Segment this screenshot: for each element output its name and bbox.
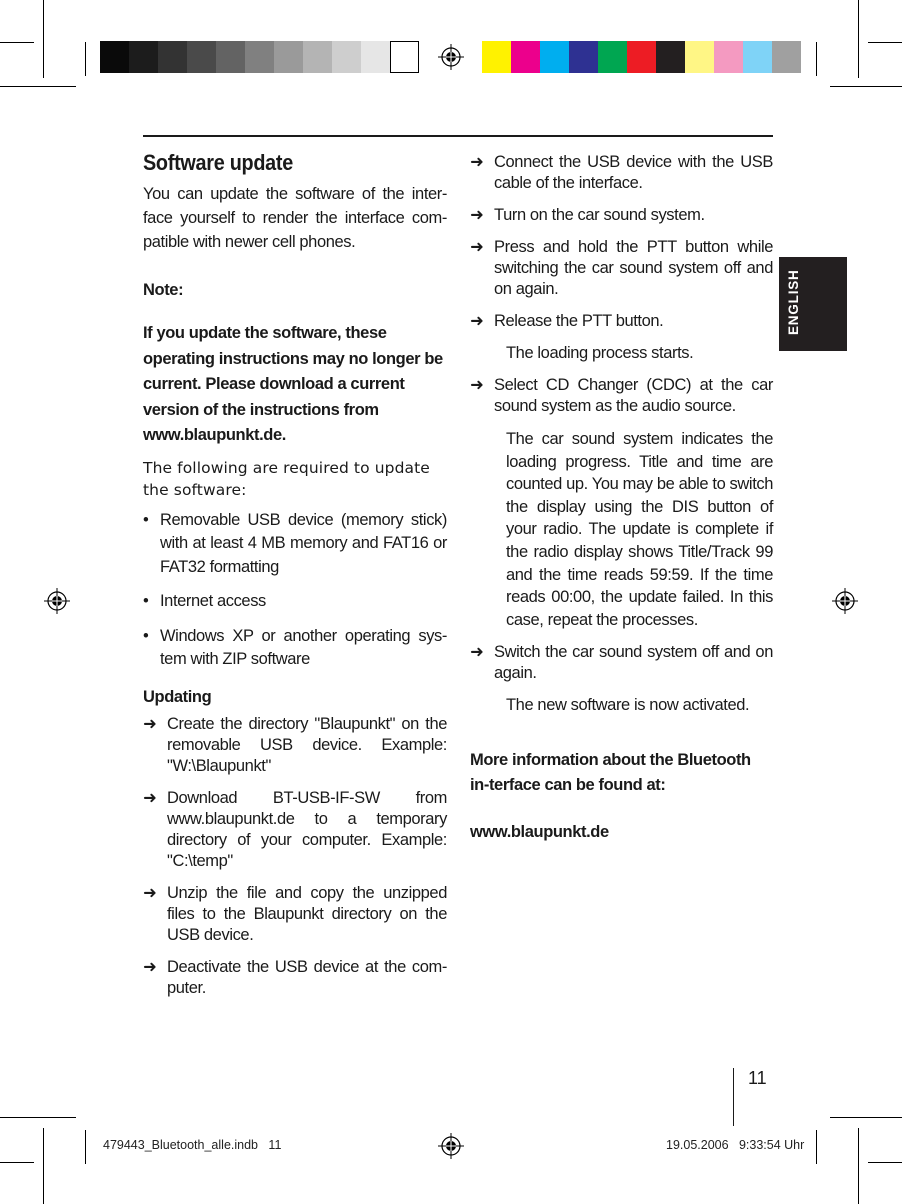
color-swatch bbox=[743, 41, 772, 73]
crop-mark bbox=[830, 86, 902, 87]
crop-mark bbox=[85, 42, 86, 76]
footer-timestamp: 19.05.2006 9:33:54 Uhr bbox=[666, 1138, 805, 1152]
page-number-rule bbox=[733, 1068, 734, 1126]
crop-mark bbox=[858, 1128, 859, 1204]
crop-mark bbox=[85, 1130, 86, 1164]
crop-mark bbox=[830, 1117, 902, 1118]
color-swatch bbox=[511, 41, 540, 73]
list-item: ➜ Unzip the file and copy the unzipped files to the Blaupunkt directory on the USB device. bbox=[143, 883, 447, 944]
arrow-icon: ➜ bbox=[470, 238, 484, 256]
arrow-icon: ➜ bbox=[470, 376, 484, 394]
list-item: • Removable USB device (memory stick) with at least 4 MB memory and FAT16 or FAT32 formatting bbox=[143, 510, 447, 576]
list-item: ➜ Switch the car sound system off and on again. bbox=[470, 643, 773, 683]
crop-mark bbox=[0, 86, 76, 87]
color-swatch bbox=[390, 41, 419, 73]
registration-mark-icon bbox=[44, 588, 70, 614]
page-title: Software update bbox=[143, 150, 293, 175]
color-swatch bbox=[216, 41, 245, 73]
registration-mark-icon bbox=[832, 588, 858, 614]
arrow-icon: ➜ bbox=[470, 153, 484, 171]
crop-mark bbox=[0, 1117, 76, 1118]
step-result: The car sound system indicates the loading progress. Title and time are counted up. You may be able to switch the display using the DIS button of your radio. The update is complete if the radio display shows Title/Track 99 and the time reads 59:59. If the time reads 00:00, the update failed. In this case, repeat the processes. bbox=[506, 430, 773, 629]
crop-mark bbox=[868, 1162, 902, 1163]
crop-mark bbox=[0, 1162, 34, 1163]
color-swatch bbox=[627, 41, 656, 73]
color-swatch bbox=[100, 41, 129, 73]
registration-mark-icon bbox=[438, 44, 464, 70]
page-number: 11 bbox=[748, 1068, 767, 1088]
left-column bbox=[143, 150, 447, 999]
color-swatch bbox=[274, 41, 303, 73]
arrow-icon: ➜ bbox=[143, 714, 157, 733]
crop-mark bbox=[43, 0, 44, 78]
crop-mark bbox=[0, 42, 34, 43]
color-swatch bbox=[569, 41, 598, 73]
list-item: • Internet access bbox=[143, 592, 266, 610]
registration-mark-icon bbox=[438, 1133, 464, 1159]
list-item: ➜ Connect the USB device with the USB cable of the interface. bbox=[470, 153, 773, 192]
note-label: Note: bbox=[143, 281, 184, 299]
step-result: The loading process starts. bbox=[506, 344, 694, 362]
color-swatch bbox=[129, 41, 158, 73]
arrow-icon: ➜ bbox=[470, 643, 484, 662]
color-swatch bbox=[158, 41, 187, 73]
website-link[interactable]: www.blaupunkt.de bbox=[470, 823, 609, 842]
intro-paragraph: You can update the software of the inter-face yourself to render the interface com-patible with newer cell phones. bbox=[143, 185, 447, 251]
arrow-icon: ➜ bbox=[470, 312, 484, 330]
updating-steps bbox=[143, 714, 447, 999]
requirements-list bbox=[143, 509, 447, 672]
arrow-icon: ➜ bbox=[470, 206, 484, 224]
color-swatch bbox=[598, 41, 627, 73]
color-swatch bbox=[332, 41, 361, 73]
note-text: If you update the software, these operating instructions may no longer be current. Please download a current version of the instructions from www.blaupunkt.de. bbox=[143, 324, 443, 444]
color-swatch bbox=[656, 41, 685, 73]
color-swatch bbox=[303, 41, 332, 73]
color-swatch bbox=[714, 41, 743, 73]
step-result: The new software is now activated. bbox=[506, 696, 750, 715]
color-swatch bbox=[540, 41, 569, 73]
updating-heading: Updating bbox=[143, 687, 212, 706]
arrow-icon: ➜ bbox=[143, 883, 157, 902]
required-intro: The following are required to update the software: bbox=[143, 458, 430, 499]
footer-file-label: 479443_Bluetooth_alle.indb 11 bbox=[103, 1138, 282, 1152]
list-item: ➜ Press and hold the PTT button while switching the car sound system off and on again. bbox=[470, 238, 773, 298]
header-rule bbox=[143, 135, 773, 137]
more-info-text: More information about the Bluetooth in-terface can be found at: bbox=[470, 751, 751, 795]
color-swatch bbox=[187, 41, 216, 73]
list-item: • Windows XP or another operating sys-tem with ZIP software bbox=[143, 626, 447, 668]
color-swatch bbox=[361, 41, 390, 73]
list-item: ➜ Select CD Changer (CDC) at the car sound system as the audio source. bbox=[470, 376, 773, 415]
crop-mark bbox=[43, 1128, 44, 1204]
color-swatch bbox=[482, 41, 511, 73]
crop-mark bbox=[868, 42, 902, 43]
list-item: ➜ Deactivate the USB device at the com-puter. bbox=[143, 957, 447, 997]
arrow-icon: ➜ bbox=[143, 788, 157, 807]
crop-mark bbox=[816, 42, 817, 76]
color-swatch bbox=[772, 41, 801, 73]
crop-mark bbox=[858, 0, 859, 78]
right-column bbox=[470, 152, 773, 843]
language-tab bbox=[779, 257, 847, 351]
list-item: ➜ Turn on the car sound system. bbox=[470, 206, 705, 224]
language-tab-label: ENGLISH bbox=[786, 269, 801, 335]
arrow-icon: ➜ bbox=[143, 957, 157, 976]
list-item: ➜ Download BT-USB-IF-SW from www.blaupunkt.de to a temporary directory of your computer. Example: "C:\temp" bbox=[143, 788, 447, 870]
crop-mark bbox=[816, 1130, 817, 1164]
color-swatch bbox=[685, 41, 714, 73]
list-item: ➜ Create the directory "Blaupunkt" on the removable USB device. Example: "W:\Blaupunkt" bbox=[143, 714, 447, 775]
color-swatch bbox=[245, 41, 274, 73]
list-item: ➜ Release the PTT button. bbox=[470, 312, 664, 330]
